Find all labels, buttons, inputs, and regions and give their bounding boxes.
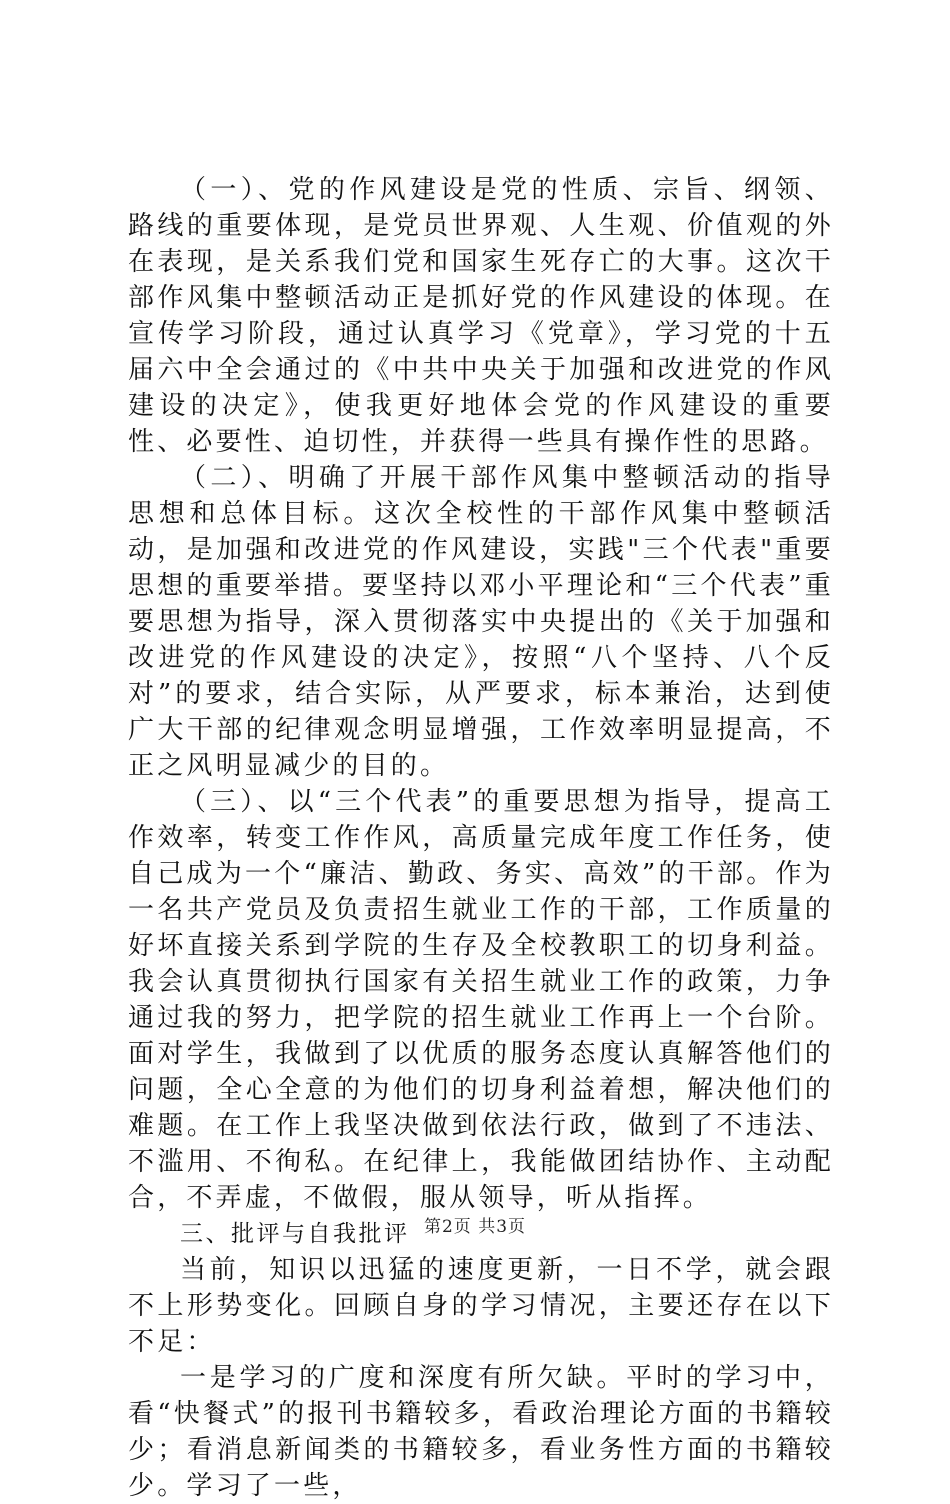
page-number-footer: 第2页 共3页 [423, 1217, 527, 1237]
paragraph-learning-shortcoming-one: 一是学习的广度和深度有所欠缺。平时的学习中，看“快餐式”的报刊书籍较多，看政治理论方面的书籍较少；看消息新闻类的书籍较多，看业务性方面的书籍较少。学习了一些， [128, 1363, 834, 1501]
section-heading-criticism: 三、批评与自我批评 [180, 1221, 410, 1247]
document-body [128, 172, 834, 1504]
paragraph-section-three: （三）、以“三个代表”的重要思想为指导，提高工作效率，转变工作作风，高质量完成年度工作任务，使自己成为一个“廉洁、勤政、务实、高效”的干部。作为一名共产党员及负责招生就业工作的干部，工作质量的好坏直接关系到学院的生存及全校教职工的切身利益。我会认真贯彻执行国家有关招生就业工作的政策，力争通过我的努力，把学院的招生就业工作再上一个台阶。面对学生，我做到了以优质的服务态度认真解答他们的问题，全心全意的为他们的切身利益着想，解决他们的难题。在工作上我坚决做到依法行政，做到了不违法、不滥用、不徇私。在纪律上，我能做团结协作、主动配合，不弄虚，不做假，服从领导，听从指挥。 [128, 787, 834, 1213]
paragraph-learning-intro: 当前，知识以迅猛的速度更新，一日不学，就会跟不上形势变化。回顾自身的学习情况，主要还存在以下不足： [128, 1255, 834, 1357]
paragraph-section-two: （二）、明确了开展干部作风集中整顿活动的指导思想和总体目标。这次全校性的干部作风集中整顿活动，是加强和改进党的作风建设，实践"三个代表"重要思想的重要举措。要坚持以邓小平理论和“三个代表”重要思想为指导，深入贯彻落实中央提出的《关于加强和改进党的作风建设的决定》，按照“八个坚持、八个反对”的要求，结合实际，从严要求，标本兼治，达到使广大干部的纪律观念明显增强，工作效率明显提高，不正之风明显减少的目的。 [128, 463, 834, 781]
paragraph-section-one: （一）、党的作风建设是党的性质、宗旨、纲领、路线的重要体现，是党员世界观、人生观、价值观的外在表现，是关系我们党和国家生死存亡的大事。这次干部作风集中整顿活动正是抓好党的作风建设的体现。在宣传学习阶段，通过认真学习《党章》，学习党的十五届六中全会通过的《中共中央关于加强和改进党的作风建设的决定》，使我更好地体会党的作风建设的重要性、必要性、迫切性，并获得一些具有操作性的思路。 [128, 175, 834, 457]
